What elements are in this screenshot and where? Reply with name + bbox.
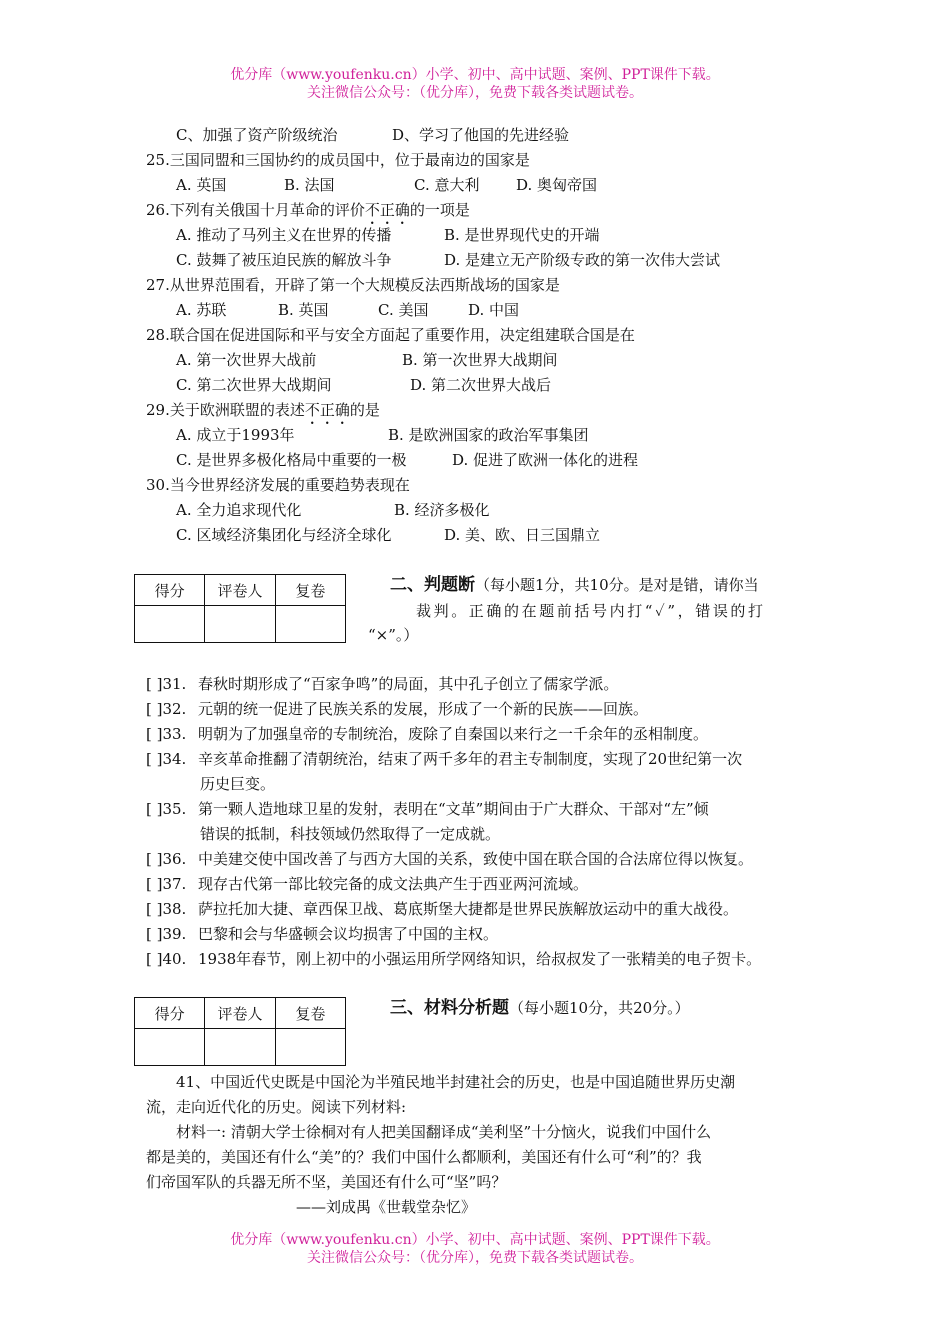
- question-28-options-cd: [176, 373, 551, 397]
- score-cell[interactable]: [135, 1029, 205, 1066]
- answer-bracket[interactable]: [ ]37.: [146, 875, 187, 893]
- question-stem-end: 的一项是: [409, 201, 470, 219]
- option-d: D. 奥匈帝国: [516, 176, 598, 194]
- option-b: B. 英国: [278, 301, 329, 319]
- option-d: D. 美、欧、日三国鼎立: [444, 526, 601, 544]
- grader-cell[interactable]: [205, 606, 275, 643]
- header-line-2: 关注微信公众号：（优分库），免费下载各类试题试卷。: [307, 85, 643, 101]
- page-footer: [0, 1231, 950, 1267]
- question-24-options: [176, 123, 569, 147]
- option-c: C、加强了资产阶级统治: [176, 126, 338, 144]
- tf-item-37: [146, 872, 588, 896]
- reviewer-cell[interactable]: [275, 1029, 345, 1066]
- tf-text: 巴黎和会与华盛顿会议均损害了中国的主权。: [198, 925, 499, 943]
- option-d: D. 中国: [468, 301, 520, 319]
- score-cell[interactable]: [135, 606, 205, 643]
- grader-header: 评卷人: [205, 575, 275, 606]
- question-26: [146, 198, 470, 222]
- tf-text: 辛亥革命推翻了清朝统治，结束了两千多年的君主专制制度，实现了20世纪第一次: [198, 750, 743, 768]
- option-c: C. 区域经济集团化与经济全球化: [176, 526, 392, 544]
- tf-item-38: [146, 897, 738, 921]
- option-a: A. 全力追求现代化: [176, 501, 302, 519]
- q41-intro-line-2: 流，走向近代化的历史。阅读下列材料:: [146, 1098, 407, 1116]
- question-number: 25.: [146, 151, 170, 169]
- section-3-note: （每小题10分，共20分。）: [509, 999, 690, 1017]
- option-b: B. 是欧洲国家的政治军事集团: [388, 426, 589, 444]
- q41-material-1-line-1: 材料一: 清朝大学士徐桐对有人把美国翻译成“美利坚”十分恼火，说我们中国什么: [176, 1123, 712, 1141]
- option-a: A. 第一次世界大战前: [176, 351, 317, 369]
- question-30-options-ab: [176, 498, 490, 522]
- tf-item-40: [146, 947, 761, 971]
- tf-text: 1938年春节，刚上初中的小强运用所学网络知识，给叔叔发了一张精美的电子贺卡。: [198, 950, 762, 968]
- option-a: A. 成立于1993年: [176, 426, 295, 444]
- question-number: 30.: [146, 476, 170, 494]
- question-30-options-cd: [176, 523, 600, 547]
- question-number: 26.: [146, 201, 170, 219]
- question-stem: 三国同盟和三国协约的成员国中，位于最南边的国家是: [169, 151, 530, 169]
- emphasis-text: 不正确: [304, 401, 350, 419]
- tf-item-34: [146, 747, 742, 771]
- option-d: D、学习了他国的先进经验: [392, 126, 570, 144]
- option-a: A. 苏联: [176, 301, 227, 319]
- question-number: 29.: [146, 401, 170, 419]
- question-stem-end: 的是: [349, 401, 380, 419]
- answer-bracket[interactable]: [ ]40.: [146, 950, 187, 968]
- tf-item-36: [146, 847, 753, 871]
- option-b: B. 是世界现代史的开端: [444, 226, 600, 244]
- question-stem: 联合国在促进国际和平与安全方面起了重要作用，决定组建联合国是在: [169, 326, 635, 344]
- tf-item-35: [146, 797, 709, 821]
- tf-item-31: [146, 672, 618, 696]
- question-number: 27.: [146, 276, 170, 294]
- question-26-options-cd: [176, 248, 720, 272]
- option-a: A. 推动了马列主义在世界的传播: [176, 226, 392, 244]
- grader-header: 评卷人: [205, 998, 275, 1029]
- score-table-section-2: [134, 574, 346, 643]
- page-header: [0, 66, 950, 102]
- question-27: [146, 273, 560, 297]
- tf-text: 现存古代第一部比较完备的成文法典产生于西亚两河流域。: [198, 875, 589, 893]
- question-27-options: [176, 298, 519, 322]
- answer-bracket[interactable]: [ ]32.: [146, 700, 187, 718]
- option-d: D. 是建立无产阶级专政的第一次伟大尝试: [444, 251, 721, 269]
- reviewer-header: 复卷: [275, 575, 345, 606]
- question-stem: 当今世界经济发展的重要趋势表现在: [169, 476, 410, 494]
- section-3-title: 三、材料分析题: [390, 998, 509, 1018]
- section-3-heading: [390, 996, 690, 1020]
- option-a: A. 英国: [176, 176, 227, 194]
- tf-text: 明朝为了加强皇帝的专制统治，废除了自秦国以来行之一千余年的丞相制度。: [198, 725, 709, 743]
- option-c: C. 意大利: [414, 176, 480, 194]
- option-d: D. 促进了欧洲一体化的进程: [452, 451, 639, 469]
- grader-cell[interactable]: [205, 1029, 275, 1066]
- option-c: C. 美国: [378, 301, 429, 319]
- answer-bracket[interactable]: [ ]36.: [146, 850, 187, 868]
- section-2-heading: [390, 573, 759, 597]
- q41-material-1-line-3: 们帝国军队的兵器无所不坚，美国还有什么可“坚”吗？: [146, 1173, 507, 1191]
- answer-bracket[interactable]: [ ]31.: [146, 675, 187, 693]
- option-c: C. 鼓舞了被压迫民族的解放斗争: [176, 251, 392, 269]
- answer-bracket[interactable]: [ ]34.: [146, 750, 187, 768]
- q41-material-source: ——刘成禺《世载堂杂忆》: [296, 1198, 477, 1216]
- option-c: C. 第二次世界大战期间: [176, 376, 332, 394]
- option-c: C. 是世界多极化格局中重要的一极: [176, 451, 407, 469]
- question-29: [146, 398, 380, 422]
- q41-material-1-line-2: 都是美的，美国还有什么“美”的？我们中国什么都顺利，美国还有什么可“利”的？我: [146, 1148, 702, 1166]
- header-line-1: 优分库（www.youfenku.cn）小学、初中、高中试题、案例、PPT课件下载。: [230, 67, 720, 83]
- question-number: 28.: [146, 326, 170, 344]
- section-2-note: （每小题1分，共10分。是对是错，请你当: [475, 576, 759, 594]
- score-header: 得分: [135, 575, 205, 606]
- reviewer-header: 复卷: [275, 998, 345, 1029]
- score-header: 得分: [135, 998, 205, 1029]
- option-b: B. 经济多极化: [394, 501, 490, 519]
- section-2-note-line-2: 裁判。正确的在题前括号内打“✓”，错误的打: [416, 602, 766, 620]
- answer-bracket[interactable]: [ ]39.: [146, 925, 187, 943]
- option-b: B. 法国: [284, 176, 335, 194]
- tf-text: 第一颗人造地球卫星的发射，表明在“文革”期间由于广大群众、干部对“左”倾: [198, 800, 709, 818]
- tf-text: 萨拉托加大捷、章西保卫战、葛底斯堡大捷都是世界民族解放运动中的重大战役。: [198, 900, 739, 918]
- section-2-note-line-3: “×”。）: [368, 626, 419, 644]
- tf-item-33: [146, 722, 708, 746]
- emphasis-text: 不正确: [364, 201, 410, 219]
- tf-item-34-continued: 历史巨变。: [200, 775, 276, 793]
- question-28-options-ab: [176, 348, 558, 372]
- question-stem: 下列有关俄国十月革命的评价: [169, 201, 365, 219]
- section-2-title: 二、判题断: [390, 575, 475, 595]
- question-25-options: [176, 173, 597, 197]
- score-table-section-3: [134, 997, 346, 1066]
- question-25: [146, 148, 530, 172]
- question-26-options-ab: [176, 223, 600, 247]
- reviewer-cell[interactable]: [275, 606, 345, 643]
- question-29-options-cd: [176, 448, 638, 472]
- footer-line-2: 关注微信公众号：（优分库），免费下载各类试题试卷。: [307, 1250, 643, 1266]
- tf-text: 中美建交使中国改善了与西方大国的关系，致使中国在联合国的合法席位得以恢复。: [198, 850, 754, 868]
- question-28: [146, 323, 635, 347]
- tf-item-32: [146, 697, 648, 721]
- footer-line-1: 优分库（www.youfenku.cn）小学、初中、高中试题、案例、PPT课件下载。: [230, 1232, 720, 1248]
- question-30: [146, 473, 410, 497]
- q41-intro-line-1: 41、中国近代史既是中国沦为半殖民地半封建社会的历史，也是中国追随世界历史潮: [176, 1073, 736, 1091]
- tf-item-39: [146, 922, 498, 946]
- answer-bracket[interactable]: [ ]35.: [146, 800, 187, 818]
- tf-text: 元朝的统一促进了民族关系的发展，形成了一个新的民族——回族。: [198, 700, 649, 718]
- option-d: D. 第二次世界大战后: [410, 376, 552, 394]
- question-stem: 从世界范围看，开辟了第一个大规模反法西斯战场的国家是: [169, 276, 560, 294]
- question-stem: 关于欧洲联盟的表述: [169, 401, 305, 419]
- question-29-options-ab: [176, 423, 589, 447]
- answer-bracket[interactable]: [ ]38.: [146, 900, 187, 918]
- option-b: B. 第一次世界大战期间: [402, 351, 558, 369]
- answer-bracket[interactable]: [ ]33.: [146, 725, 187, 743]
- tf-text: 春秋时期形成了“百家争鸣”的局面，其中孔子创立了儒家学派。: [198, 675, 619, 693]
- tf-item-35-continued: 错误的抵制，科技领域仍然取得了一定成就。: [200, 825, 501, 843]
